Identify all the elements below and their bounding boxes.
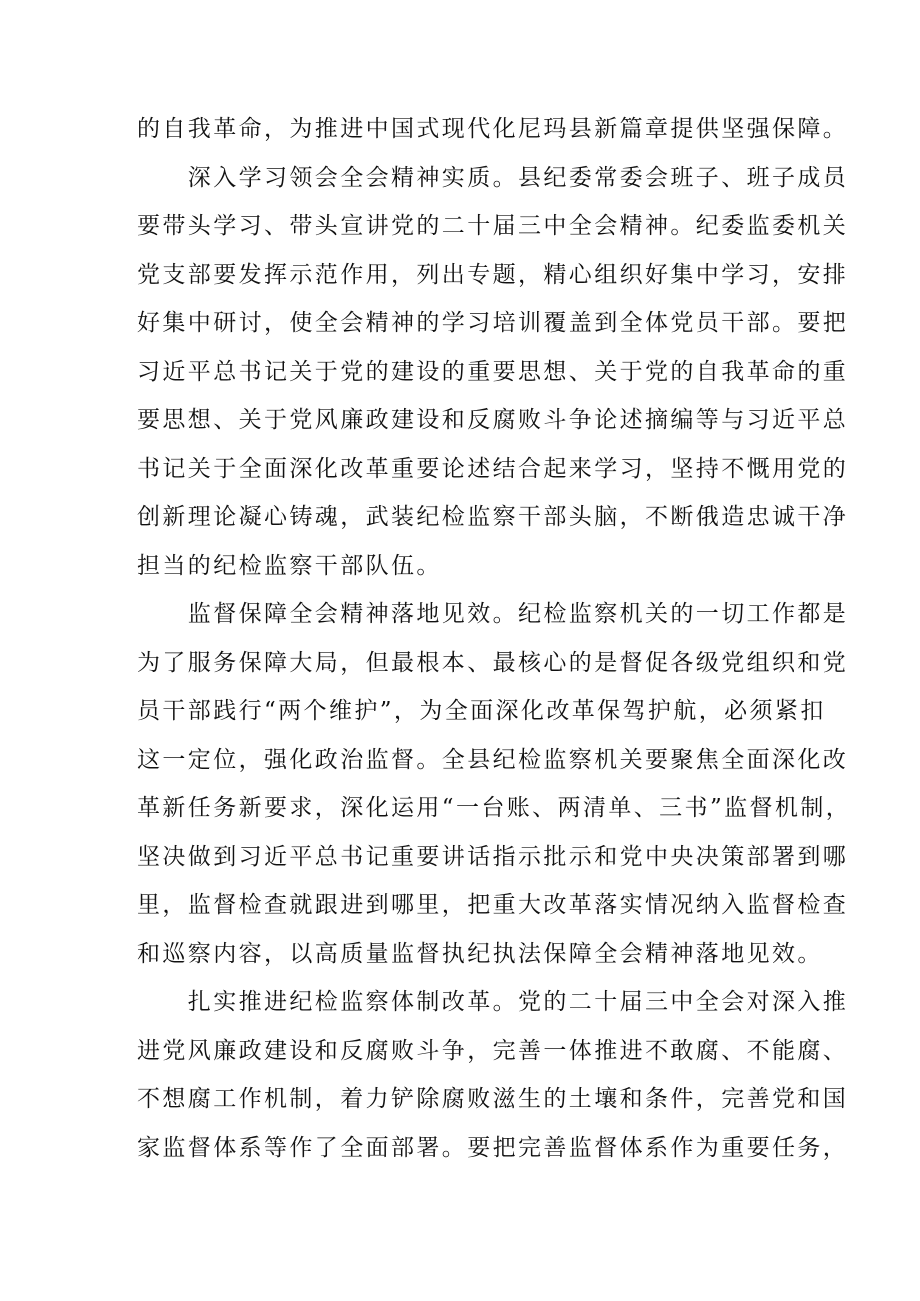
- text-line-21: 不想腐工作机制，着力铲除腐败滋生的土壤和条件，完善党和国: [137, 1086, 849, 1112]
- text-line-13: 员干部践行“两个维护”，为全面深化改革保驾护航，必须紧扣: [137, 698, 826, 724]
- text-line-15: 革新任务新要求，深化运用“一台账、两清单、三书”监督机制，: [137, 795, 852, 821]
- text-line-5: 好集中研讨，使全会精神的学习培训覆盖到全体党员干部。要把: [137, 310, 849, 336]
- text-line-12: 为了服务保障大局，但最根本、最核心的是督促各级党组织和党: [137, 649, 849, 676]
- text-line-17: 里，监督检查就跟进到哪里，把重大改革落实情况纳入监督检查: [137, 892, 849, 918]
- text-line-20: 进党风廉政建设和反腐败斗争，完善一体推进不敢腐、不能腐、: [137, 1037, 849, 1064]
- text-line-19: 扎实推进纪检监察体制改革。党的二十届三中全会对深入推: [137, 989, 849, 1015]
- text-line-11: 监督保障全会精神落地见效。纪检监察机关的一切工作都是: [137, 601, 849, 627]
- text-line-14: 这一定位，强化政治监督。全县纪检监察机关要聚焦全面深化改: [137, 746, 849, 773]
- text-line-7: 要思想、关于党风廉政建设和反腐败斗争论述摘编等与习近平总: [137, 407, 849, 433]
- text-line-4: 党支部要发挥示范作用，列出专题，精心组织好集中学习，安排: [137, 261, 849, 288]
- text-line-6: 习近平总书记关于党的建设的重要思想、关于党的自我革命的重: [137, 358, 849, 385]
- text-line-8: 书记关于全面深化改革重要论述结合起来学习，坚持不慨用党的: [137, 455, 849, 482]
- text-line-16: 坚决做到习近平总书记重要讲话指示批示和党中央决策部署到哪: [137, 843, 849, 870]
- text-line-3: 要带头学习、带头宣讲党的二十届三中全会精神。纪委监委机关: [137, 213, 849, 239]
- text-line-18: 和巡察内容，以高质量监督执纪执法保障全会精神落地见效。: [137, 940, 823, 967]
- text-line-22: 家监督体系等作了全面部署。要把完善监督体系作为重要任务，: [137, 1134, 849, 1161]
- text-line-2: 深入学习领会全会精神实质。县纪委常委会班子、班子成员: [137, 164, 849, 191]
- text-line-9: 创新理论凝心铸魂，武装纪检监察干部头脑，不断俄造忠诚干净: [137, 504, 849, 530]
- document-body: [137, 105, 852, 1172]
- text-line-10: 担当的纪检监察干部队伍。: [137, 552, 442, 579]
- text-line-1: 的自我革命，为推进中国式现代化尼玛县新篇章提供坚强保障。: [137, 116, 849, 142]
